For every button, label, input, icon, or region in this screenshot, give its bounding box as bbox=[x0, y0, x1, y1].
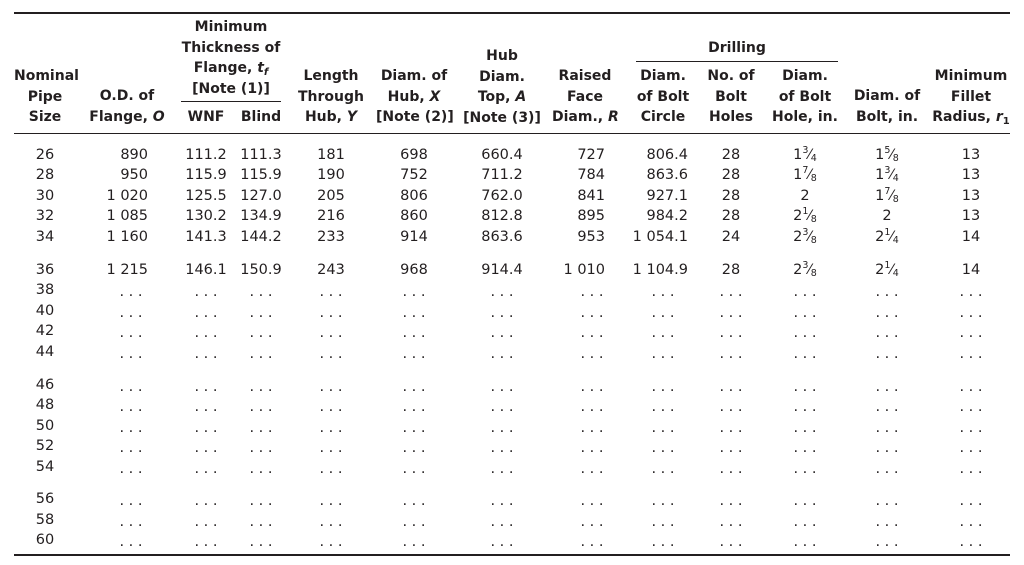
cell-ellipsis: . . . bbox=[119, 399, 143, 415]
header-minimum-thickness: Minimum Thickness of Flange, $t_f$ [Note (1)] bbox=[181, 19, 281, 97]
fraction-numerator: 7 bbox=[802, 165, 809, 176]
cell-ellipsis: . . . bbox=[651, 514, 675, 530]
cell-nps: 54 bbox=[35, 459, 55, 475]
cell-y: 181 bbox=[317, 147, 345, 163]
flange-dimensions-table bbox=[14, 0, 1010, 565]
cell-ellipsis: . . . bbox=[959, 325, 983, 341]
cell-ellipsis: . . . bbox=[793, 461, 817, 477]
fraction-numerator: 3 bbox=[802, 227, 809, 238]
cell-od: 1 160 bbox=[106, 229, 148, 245]
cell-wnf: 146.1 bbox=[185, 262, 227, 278]
cell-ellipsis: . . . bbox=[793, 514, 817, 530]
cell-holes: 28 bbox=[721, 208, 741, 224]
cell-nps: 48 bbox=[35, 397, 55, 413]
fraction-whole: 1 bbox=[793, 167, 803, 183]
cell-ellipsis: . . . bbox=[249, 399, 273, 415]
cell-ellipsis: . . . bbox=[402, 514, 426, 530]
cell-hole: $1^7⁄_8$ bbox=[793, 165, 817, 184]
cell-r: 841 bbox=[577, 188, 605, 204]
header-min-fillet-radius: Minimum Fillet Radius, $r_1$ bbox=[932, 68, 1010, 127]
cell-fillet: 13 bbox=[961, 167, 981, 183]
cell-a: 812.8 bbox=[481, 208, 523, 224]
cell-ellipsis: . . . bbox=[651, 420, 675, 436]
cell-blind: 144.2 bbox=[240, 229, 282, 245]
cell-fillet: 14 bbox=[961, 229, 981, 245]
cell-ellipsis: . . . bbox=[194, 379, 218, 395]
cell-hole: $2^1⁄_8$ bbox=[793, 206, 817, 225]
cell-nps: 40 bbox=[35, 303, 55, 319]
cell-ellipsis: . . . bbox=[402, 284, 426, 300]
cell-ellipsis: . . . bbox=[959, 534, 983, 550]
cell-ellipsis: . . . bbox=[875, 399, 899, 415]
cell-ellipsis: . . . bbox=[249, 514, 273, 530]
cell-y: 205 bbox=[317, 188, 345, 204]
fraction-denominator: 4 bbox=[892, 173, 899, 184]
cell-ellipsis: . . . bbox=[319, 493, 343, 509]
cell-ellipsis: . . . bbox=[490, 534, 514, 550]
cell-ellipsis: . . . bbox=[402, 440, 426, 456]
fraction-numerator: 3 bbox=[884, 165, 891, 176]
cell-ellipsis: . . . bbox=[719, 440, 743, 456]
fraction-whole: 2 bbox=[793, 229, 803, 245]
cell-ellipsis: . . . bbox=[875, 440, 899, 456]
cell-ellipsis: . . . bbox=[580, 305, 604, 321]
cell-ellipsis: . . . bbox=[402, 305, 426, 321]
cell-blind: 127.0 bbox=[240, 188, 282, 204]
cell-ellipsis: . . . bbox=[875, 346, 899, 362]
cell-ellipsis: . . . bbox=[319, 379, 343, 395]
header-drilling: Drilling bbox=[708, 40, 766, 56]
cell-ellipsis: . . . bbox=[793, 420, 817, 436]
cell-ellipsis: . . . bbox=[580, 284, 604, 300]
header-no-of-bolt-holes: No. of Bolt Holes bbox=[707, 68, 755, 125]
fraction-numerator: 1 bbox=[884, 260, 891, 271]
cell-hole: $2^3⁄_8$ bbox=[793, 227, 817, 246]
cell-ellipsis: . . . bbox=[580, 493, 604, 509]
cell-ellipsis: . . . bbox=[793, 493, 817, 509]
cell-nps: 42 bbox=[35, 323, 55, 339]
cell-bc: 806.4 bbox=[646, 147, 688, 163]
cell-ellipsis: . . . bbox=[249, 534, 273, 550]
cell-ellipsis: . . . bbox=[651, 399, 675, 415]
cell-ellipsis: . . . bbox=[719, 461, 743, 477]
fraction-denominator: 8 bbox=[810, 173, 817, 184]
cell-ellipsis: . . . bbox=[490, 399, 514, 415]
cell-x: 860 bbox=[400, 208, 428, 224]
cell-ellipsis: . . . bbox=[490, 379, 514, 395]
header-hub-diam-top: Hub Diam. Top, A [Note (3)] bbox=[463, 48, 541, 126]
fraction-whole: 1 bbox=[793, 147, 803, 163]
cell-ellipsis: . . . bbox=[719, 514, 743, 530]
header-bottom-rule bbox=[14, 133, 1010, 134]
cell-ellipsis: . . . bbox=[319, 399, 343, 415]
fraction-numerator: 3 bbox=[802, 260, 809, 271]
fraction-denominator: 4 bbox=[810, 153, 817, 164]
cell-ellipsis: . . . bbox=[119, 305, 143, 321]
cell-ellipsis: . . . bbox=[719, 284, 743, 300]
fraction-numerator: 3 bbox=[802, 145, 809, 156]
cell-ellipsis: . . . bbox=[319, 420, 343, 436]
cell-ellipsis: . . . bbox=[875, 514, 899, 530]
cell-ellipsis: . . . bbox=[402, 399, 426, 415]
cell-ellipsis: . . . bbox=[959, 514, 983, 530]
cell-ellipsis: . . . bbox=[119, 346, 143, 362]
cell-bolt bbox=[850, 207, 924, 225]
cell-bc: 1 104.9 bbox=[632, 262, 688, 278]
cell-ellipsis: . . . bbox=[580, 514, 604, 530]
cell-ellipsis: . . . bbox=[194, 440, 218, 456]
cell-od: 890 bbox=[120, 147, 148, 163]
cell-nps: 34 bbox=[35, 229, 55, 245]
cell-blind: 134.9 bbox=[240, 208, 282, 224]
cell-ellipsis: . . . bbox=[249, 420, 273, 436]
cell-ellipsis: . . . bbox=[651, 305, 675, 321]
cell-ellipsis: . . . bbox=[875, 534, 899, 550]
cell-ellipsis: . . . bbox=[719, 534, 743, 550]
cell-nps: 46 bbox=[35, 377, 55, 393]
cell-ellipsis: . . . bbox=[402, 493, 426, 509]
cell-ellipsis: . . . bbox=[319, 305, 343, 321]
fraction-denominator: 4 bbox=[892, 268, 899, 279]
fraction-whole: 1 bbox=[875, 167, 885, 183]
cell-ellipsis: . . . bbox=[651, 346, 675, 362]
cell-r: 727 bbox=[577, 147, 605, 163]
fraction-denominator: 4 bbox=[892, 235, 899, 246]
cell-r: 1 010 bbox=[563, 262, 605, 278]
cell-nps: 58 bbox=[35, 512, 55, 528]
cell-holes: 28 bbox=[721, 262, 741, 278]
cell-ellipsis: . . . bbox=[651, 284, 675, 300]
cell-ellipsis: . . . bbox=[249, 440, 273, 456]
cell-ellipsis: . . . bbox=[402, 534, 426, 550]
fraction-denominator: 8 bbox=[810, 214, 817, 225]
cell-ellipsis: . . . bbox=[875, 493, 899, 509]
cell-ellipsis: . . . bbox=[959, 461, 983, 477]
cell-ellipsis: . . . bbox=[793, 325, 817, 341]
cell-ellipsis: . . . bbox=[319, 440, 343, 456]
cell-ellipsis: . . . bbox=[119, 440, 143, 456]
cell-nps: 28 bbox=[35, 167, 55, 183]
cell-wnf: 141.3 bbox=[185, 229, 227, 245]
fraction-whole: 2 bbox=[875, 262, 885, 278]
table-top-rule bbox=[14, 12, 1010, 14]
cell-ellipsis: . . . bbox=[490, 325, 514, 341]
cell-ellipsis: . . . bbox=[793, 305, 817, 321]
cell-ellipsis: . . . bbox=[580, 325, 604, 341]
fraction-numerator: 1 bbox=[884, 227, 891, 238]
cell-ellipsis: . . . bbox=[793, 346, 817, 362]
cell-ellipsis: . . . bbox=[119, 514, 143, 530]
cell-wnf: 111.2 bbox=[185, 147, 227, 163]
table-bottom-rule bbox=[14, 554, 1010, 556]
cell-ellipsis: . . . bbox=[249, 284, 273, 300]
cell-bolt: $2^1⁄_4$ bbox=[875, 260, 899, 279]
cell-a: 762.0 bbox=[481, 188, 523, 204]
cell-holes: 28 bbox=[721, 147, 741, 163]
cell-nps: 52 bbox=[35, 438, 55, 454]
header-diam-of-hub: Diam. of Hub, X [Note (2)] bbox=[376, 68, 454, 125]
cell-ellipsis: . . . bbox=[651, 493, 675, 509]
cell-x: 914 bbox=[400, 229, 428, 245]
cell-r: 895 bbox=[577, 208, 605, 224]
cell-ellipsis: . . . bbox=[959, 346, 983, 362]
fraction-numerator: 7 bbox=[884, 186, 891, 197]
header-nominal-pipe-size: Nominal Pipe Size bbox=[14, 68, 79, 125]
cell-holes: 28 bbox=[721, 167, 741, 183]
cell-ellipsis: . . . bbox=[793, 379, 817, 395]
cell-ellipsis: . . . bbox=[580, 534, 604, 550]
cell-ellipsis: . . . bbox=[490, 514, 514, 530]
cell-ellipsis: . . . bbox=[651, 379, 675, 395]
cell-r: 953 bbox=[577, 229, 605, 245]
header-bolt-diam: Diam. of Bolt, in. bbox=[853, 88, 921, 125]
cell-ellipsis: . . . bbox=[119, 461, 143, 477]
cell-x: 698 bbox=[400, 147, 428, 163]
cell-ellipsis: . . . bbox=[194, 399, 218, 415]
cell-ellipsis: . . . bbox=[719, 305, 743, 321]
cell-fillet: 13 bbox=[961, 147, 981, 163]
cell-a: 660.4 bbox=[481, 147, 523, 163]
cell-ellipsis: . . . bbox=[719, 346, 743, 362]
cell-od: 1 215 bbox=[106, 262, 148, 278]
fraction-denominator: 8 bbox=[810, 268, 817, 279]
cell-ellipsis: . . . bbox=[793, 440, 817, 456]
cell-x: 968 bbox=[400, 262, 428, 278]
cell-ellipsis: . . . bbox=[793, 399, 817, 415]
cell-ellipsis: . . . bbox=[793, 534, 817, 550]
cell-nps: 56 bbox=[35, 491, 55, 507]
drilling-group-rule bbox=[636, 61, 838, 62]
cell-ellipsis: . . . bbox=[875, 325, 899, 341]
cell-ellipsis: . . . bbox=[580, 399, 604, 415]
cell-ellipsis: . . . bbox=[875, 305, 899, 321]
header-blind: Blind bbox=[240, 109, 282, 125]
cell-ellipsis: . . . bbox=[249, 493, 273, 509]
cell-ellipsis: . . . bbox=[959, 305, 983, 321]
cell-ellipsis: . . . bbox=[580, 440, 604, 456]
cell-ellipsis: . . . bbox=[719, 399, 743, 415]
header-od-of-flange: O.D. of Flange, O bbox=[89, 88, 165, 125]
cell-x: 752 bbox=[400, 167, 428, 183]
cell-ellipsis: . . . bbox=[651, 534, 675, 550]
cell-nps: 44 bbox=[35, 344, 55, 360]
fraction-whole: 2 bbox=[882, 208, 892, 224]
cell-nps: 38 bbox=[35, 282, 55, 298]
cell-ellipsis: . . . bbox=[490, 440, 514, 456]
fraction-whole: 2 bbox=[793, 208, 803, 224]
cell-ellipsis: . . . bbox=[959, 379, 983, 395]
cell-ellipsis: . . . bbox=[875, 379, 899, 395]
cell-ellipsis: . . . bbox=[959, 440, 983, 456]
cell-a: 863.6 bbox=[481, 229, 523, 245]
fraction-denominator: 8 bbox=[810, 235, 817, 246]
cell-hole: $1^3⁄_4$ bbox=[793, 145, 817, 164]
cell-ellipsis: . . . bbox=[490, 346, 514, 362]
fraction-whole: 2 bbox=[793, 262, 803, 278]
cell-od: 1 020 bbox=[106, 188, 148, 204]
cell-ellipsis: . . . bbox=[119, 534, 143, 550]
cell-ellipsis: . . . bbox=[580, 461, 604, 477]
cell-ellipsis: . . . bbox=[119, 379, 143, 395]
cell-fillet: 13 bbox=[961, 188, 981, 204]
cell-ellipsis: . . . bbox=[119, 284, 143, 300]
cell-nps: 30 bbox=[35, 188, 55, 204]
cell-hole: $2^3⁄_8$ bbox=[793, 260, 817, 279]
cell-bolt: $1^7⁄_8$ bbox=[875, 186, 899, 205]
cell-ellipsis: . . . bbox=[959, 493, 983, 509]
cell-ellipsis: . . . bbox=[249, 325, 273, 341]
header-length-through-hub: Length Through Hub, Y bbox=[298, 68, 364, 125]
cell-ellipsis: . . . bbox=[402, 325, 426, 341]
cell-ellipsis: . . . bbox=[119, 420, 143, 436]
cell-holes: 24 bbox=[721, 229, 741, 245]
cell-ellipsis: . . . bbox=[490, 420, 514, 436]
cell-ellipsis: . . . bbox=[719, 420, 743, 436]
cell-ellipsis: . . . bbox=[194, 325, 218, 341]
fraction-denominator: 8 bbox=[892, 194, 899, 205]
cell-ellipsis: . . . bbox=[319, 514, 343, 530]
cell-a: 711.2 bbox=[481, 167, 523, 183]
header-bolt-hole-diam: Diam. of Bolt Hole, in. bbox=[772, 68, 838, 125]
cell-bc: 984.2 bbox=[646, 208, 688, 224]
cell-ellipsis: . . . bbox=[719, 379, 743, 395]
cell-nps: 60 bbox=[35, 532, 55, 548]
cell-ellipsis: . . . bbox=[194, 284, 218, 300]
cell-ellipsis: . . . bbox=[194, 534, 218, 550]
cell-ellipsis: . . . bbox=[959, 420, 983, 436]
cell-bc: 927.1 bbox=[646, 188, 688, 204]
cell-od: 950 bbox=[120, 167, 148, 183]
cell-ellipsis: . . . bbox=[249, 461, 273, 477]
cell-ellipsis: . . . bbox=[119, 493, 143, 509]
cell-ellipsis: . . . bbox=[119, 325, 143, 341]
cell-ellipsis: . . . bbox=[875, 284, 899, 300]
cell-y: 190 bbox=[317, 167, 345, 183]
cell-bolt: $2^1⁄_4$ bbox=[875, 227, 899, 246]
fraction-numerator: 5 bbox=[884, 145, 891, 156]
cell-ellipsis: . . . bbox=[875, 420, 899, 436]
cell-bc: 863.6 bbox=[646, 167, 688, 183]
cell-ellipsis: . . . bbox=[719, 325, 743, 341]
cell-wnf: 115.9 bbox=[185, 167, 227, 183]
cell-nps: 36 bbox=[35, 262, 55, 278]
cell-ellipsis: . . . bbox=[319, 325, 343, 341]
cell-ellipsis: . . . bbox=[402, 346, 426, 362]
cell-ellipsis: . . . bbox=[490, 305, 514, 321]
cell-ellipsis: . . . bbox=[959, 284, 983, 300]
cell-fillet: 14 bbox=[961, 262, 981, 278]
cell-ellipsis: . . . bbox=[580, 420, 604, 436]
cell-blind: 111.3 bbox=[240, 147, 282, 163]
cell-blind: 115.9 bbox=[240, 167, 282, 183]
cell-nps: 26 bbox=[35, 147, 55, 163]
cell-blind: 150.9 bbox=[240, 262, 282, 278]
cell-ellipsis: . . . bbox=[194, 493, 218, 509]
cell-ellipsis: . . . bbox=[719, 493, 743, 509]
cell-ellipsis: . . . bbox=[490, 461, 514, 477]
cell-ellipsis: . . . bbox=[793, 284, 817, 300]
cell-ellipsis: . . . bbox=[319, 284, 343, 300]
cell-ellipsis: . . . bbox=[402, 420, 426, 436]
cell-ellipsis: . . . bbox=[651, 461, 675, 477]
cell-y: 243 bbox=[317, 262, 345, 278]
header-bolt-circle: Diam. of Bolt Circle bbox=[636, 68, 690, 125]
cell-ellipsis: . . . bbox=[194, 305, 218, 321]
cell-nps: 50 bbox=[35, 418, 55, 434]
fraction-denominator: 8 bbox=[892, 153, 899, 164]
thickness-group-rule bbox=[181, 101, 281, 102]
cell-ellipsis: . . . bbox=[875, 461, 899, 477]
cell-hole bbox=[769, 187, 841, 205]
cell-ellipsis: . . . bbox=[402, 461, 426, 477]
fraction-whole: 1 bbox=[875, 188, 885, 204]
cell-ellipsis: . . . bbox=[249, 346, 273, 362]
cell-ellipsis: . . . bbox=[319, 534, 343, 550]
header-raised-face-diam: Raised Face Diam., R bbox=[552, 68, 619, 125]
cell-wnf: 125.5 bbox=[185, 188, 227, 204]
cell-r: 784 bbox=[577, 167, 605, 183]
cell-ellipsis: . . . bbox=[651, 325, 675, 341]
cell-ellipsis: . . . bbox=[580, 346, 604, 362]
cell-ellipsis: . . . bbox=[490, 493, 514, 509]
cell-ellipsis: . . . bbox=[194, 461, 218, 477]
cell-ellipsis: . . . bbox=[194, 514, 218, 530]
cell-ellipsis: . . . bbox=[402, 379, 426, 395]
cell-bolt: $1^3⁄_4$ bbox=[875, 165, 899, 184]
cell-ellipsis: . . . bbox=[651, 440, 675, 456]
fraction-whole: 1 bbox=[875, 147, 885, 163]
cell-holes: 28 bbox=[721, 188, 741, 204]
cell-y: 233 bbox=[317, 229, 345, 245]
cell-ellipsis: . . . bbox=[194, 346, 218, 362]
cell-y: 216 bbox=[317, 208, 345, 224]
fraction-numerator: 1 bbox=[802, 206, 809, 217]
cell-ellipsis: . . . bbox=[490, 284, 514, 300]
fraction-whole: 2 bbox=[875, 229, 885, 245]
cell-wnf: 130.2 bbox=[185, 208, 227, 224]
cell-ellipsis: . . . bbox=[319, 461, 343, 477]
cell-ellipsis: . . . bbox=[194, 420, 218, 436]
cell-nps: 32 bbox=[35, 208, 55, 224]
cell-x: 806 bbox=[400, 188, 428, 204]
cell-bc: 1 054.1 bbox=[632, 229, 688, 245]
cell-od: 1 085 bbox=[106, 208, 148, 224]
cell-bolt: $1^5⁄_8$ bbox=[875, 145, 899, 164]
cell-ellipsis: . . . bbox=[959, 399, 983, 415]
cell-a: 914.4 bbox=[481, 262, 523, 278]
fraction-whole: 2 bbox=[800, 188, 810, 204]
cell-ellipsis: . . . bbox=[249, 305, 273, 321]
cell-ellipsis: . . . bbox=[249, 379, 273, 395]
cell-fillet: 13 bbox=[961, 208, 981, 224]
cell-ellipsis: . . . bbox=[319, 346, 343, 362]
header-wnf: WNF bbox=[187, 109, 225, 125]
cell-ellipsis: . . . bbox=[580, 379, 604, 395]
